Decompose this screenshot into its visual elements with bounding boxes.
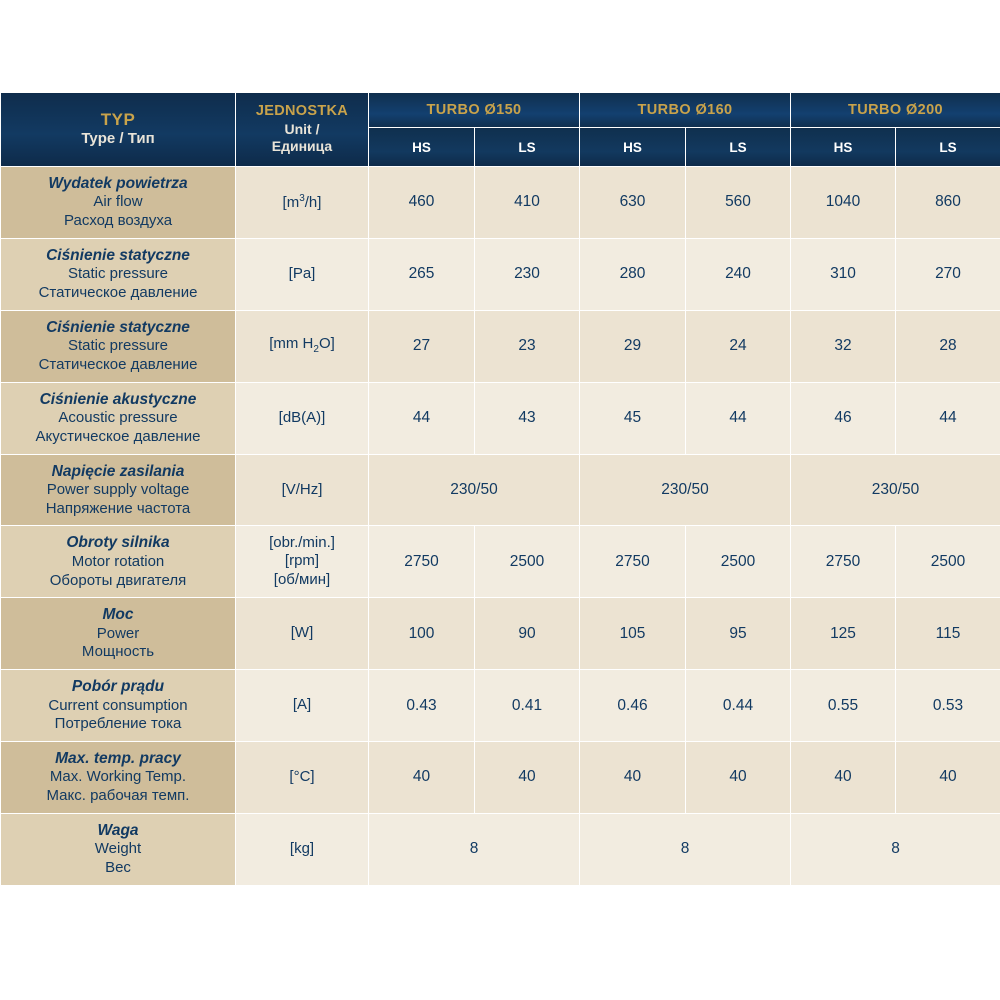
row-unit bbox=[236, 310, 369, 382]
header-unit-line3: Единица bbox=[271, 138, 333, 155]
row-value: 90 bbox=[475, 598, 580, 670]
table-header bbox=[1, 93, 1000, 167]
row-value: 2750 bbox=[791, 526, 896, 598]
row-unit-line: [rpm] bbox=[284, 552, 320, 570]
row-value: 310 bbox=[791, 238, 896, 310]
row-label-pl: Ciśnienie akustyczne bbox=[39, 390, 197, 408]
row-label-en: Static pressure bbox=[67, 265, 169, 283]
header-variant-0-hs: HS bbox=[369, 128, 475, 167]
row-value: 45 bbox=[580, 382, 686, 454]
row-value: 630 bbox=[580, 167, 686, 239]
row-label-pl: Napięcie zasilania bbox=[51, 462, 185, 480]
row-unit-line: [об/мин] bbox=[273, 571, 331, 589]
row-label-pl: Obroty silnika bbox=[66, 534, 170, 552]
row-value: 2750 bbox=[580, 526, 686, 598]
row-label-pl: Max. temp. pracy bbox=[55, 750, 181, 767]
table-row bbox=[1, 742, 1000, 814]
row-label-ru: Вес bbox=[105, 859, 131, 876]
row-label bbox=[1, 167, 236, 239]
row-value: 230/50 bbox=[580, 454, 791, 526]
row-value: 2500 bbox=[475, 526, 580, 598]
header-variant-2-hs: HS bbox=[791, 128, 896, 167]
row-unit-line: [Pa] bbox=[288, 264, 316, 282]
row-value: 8 bbox=[580, 813, 791, 885]
row-value: 280 bbox=[580, 238, 686, 310]
table-row bbox=[1, 454, 1000, 526]
row-value: 0.41 bbox=[475, 670, 580, 742]
row-value: 1040 bbox=[791, 167, 896, 239]
header-variant-1-hs: HS bbox=[580, 128, 686, 167]
header-model-0: TURBO Ø150 bbox=[369, 93, 580, 128]
row-label-ru: Потребление тока bbox=[54, 715, 182, 733]
table-row bbox=[1, 238, 1000, 310]
row-unit-line: [dB(A)] bbox=[278, 408, 326, 426]
row-label-pl: Waga bbox=[97, 821, 139, 839]
row-value: 23 bbox=[475, 310, 580, 382]
header-unit-line2: Unit / bbox=[284, 120, 320, 137]
row-value: 44 bbox=[896, 382, 1000, 454]
header-model-2: TURBO Ø200 bbox=[791, 93, 1000, 128]
row-value: 44 bbox=[369, 382, 475, 454]
row-label-en: Weight bbox=[94, 840, 142, 858]
row-unit bbox=[236, 238, 369, 310]
row-label-en: Static pressure bbox=[67, 337, 169, 355]
row-label-ru: Статическое давление bbox=[38, 284, 198, 301]
table-row bbox=[1, 598, 1000, 670]
row-value: 125 bbox=[791, 598, 896, 670]
row-value: 28 bbox=[896, 310, 1000, 382]
row-unit-line: [°C] bbox=[289, 768, 315, 786]
row-unit bbox=[236, 670, 369, 742]
table-row bbox=[1, 167, 1000, 239]
header-variant-2-ls: LS bbox=[896, 128, 1000, 167]
table-body bbox=[1, 167, 1000, 886]
row-label bbox=[1, 238, 236, 310]
row-unit bbox=[236, 454, 369, 526]
row-label-en: Power bbox=[96, 624, 140, 642]
table-row bbox=[1, 813, 1000, 885]
header-type-title: TYP bbox=[100, 110, 136, 130]
row-label bbox=[1, 598, 236, 670]
row-value: 100 bbox=[369, 598, 475, 670]
row-value: 32 bbox=[791, 310, 896, 382]
row-value: 0.53 bbox=[896, 670, 1000, 742]
header-row-models bbox=[1, 93, 1000, 128]
row-label-en: Acoustic pressure bbox=[58, 409, 178, 426]
header-type-cell bbox=[1, 93, 236, 167]
row-value: 115 bbox=[896, 598, 1000, 670]
row-value: 2500 bbox=[896, 526, 1000, 598]
row-value: 265 bbox=[369, 238, 475, 310]
row-label-en: Current consumption bbox=[48, 696, 188, 714]
row-value: 860 bbox=[896, 167, 1000, 239]
row-label bbox=[1, 526, 236, 598]
row-value: 2750 bbox=[369, 526, 475, 598]
row-value: 40 bbox=[791, 742, 896, 814]
header-type-subtitle: Type / Тип bbox=[81, 129, 155, 147]
row-value: 0.46 bbox=[580, 670, 686, 742]
row-unit-line: [obr./min.] bbox=[269, 533, 335, 551]
row-label-ru: Акустическое давление bbox=[35, 427, 201, 445]
row-unit bbox=[236, 167, 369, 239]
row-unit bbox=[236, 526, 369, 598]
row-unit-line: $[m^3/h]$ bbox=[282, 192, 322, 211]
row-label bbox=[1, 742, 236, 814]
row-value: 0.44 bbox=[686, 670, 791, 742]
row-label-ru: Макс. рабочая темп. bbox=[46, 787, 190, 805]
row-label-ru: Обороты двигателя bbox=[49, 571, 187, 589]
row-value: 240 bbox=[686, 238, 791, 310]
row-value: 410 bbox=[475, 167, 580, 239]
row-value: 460 bbox=[369, 167, 475, 239]
row-value: 230/50 bbox=[791, 454, 1000, 526]
row-label bbox=[1, 382, 236, 454]
row-label bbox=[1, 670, 236, 742]
table-row bbox=[1, 670, 1000, 742]
row-value: 0.55 bbox=[791, 670, 896, 742]
row-label-pl: Pobór prądu bbox=[71, 678, 165, 696]
row-unit-line: [W] bbox=[290, 624, 314, 642]
row-unit-line: [mm $H_2O$] bbox=[269, 335, 335, 356]
row-value: 8 bbox=[791, 813, 1000, 885]
row-value: 8 bbox=[369, 813, 580, 885]
table-row bbox=[1, 382, 1000, 454]
row-unit bbox=[236, 382, 369, 454]
row-label-pl: Moc bbox=[102, 606, 134, 624]
header-unit-title: JEDNOSTKA bbox=[255, 103, 349, 120]
row-label bbox=[1, 454, 236, 526]
row-value: 105 bbox=[580, 598, 686, 670]
row-value: 270 bbox=[896, 238, 1000, 310]
header-variant-1-ls: LS bbox=[686, 128, 791, 167]
row-value: 24 bbox=[686, 310, 791, 382]
row-value: 40 bbox=[896, 742, 1000, 814]
row-value: 95 bbox=[686, 598, 791, 670]
row-value: 44 bbox=[686, 382, 791, 454]
row-value: 40 bbox=[475, 742, 580, 814]
row-unit-line: [V/Hz] bbox=[281, 480, 323, 498]
row-value: 2500 bbox=[686, 526, 791, 598]
row-value: 0.43 bbox=[369, 670, 475, 742]
row-value: 230/50 bbox=[369, 454, 580, 526]
row-label-pl: Wydatek powietrza bbox=[48, 175, 188, 192]
row-label-ru: Расход воздуха bbox=[63, 212, 173, 230]
row-label-ru: Статическое давление bbox=[38, 355, 198, 373]
row-unit bbox=[236, 813, 369, 885]
row-label-en: Air flow bbox=[93, 193, 143, 211]
row-value: 40 bbox=[580, 742, 686, 814]
row-label-pl: Ciśnienie statyczne bbox=[46, 246, 190, 264]
row-value: 40 bbox=[369, 742, 475, 814]
header-variant-0-ls: LS bbox=[475, 128, 580, 167]
row-label-en: Power supply voltage bbox=[46, 480, 190, 498]
header-unit-cell bbox=[236, 93, 369, 167]
table-row bbox=[1, 526, 1000, 598]
header-model-1: TURBO Ø160 bbox=[580, 93, 791, 128]
row-unit-line: [kg] bbox=[289, 839, 315, 857]
row-unit bbox=[236, 742, 369, 814]
specification-table bbox=[0, 92, 1000, 886]
row-value: 29 bbox=[580, 310, 686, 382]
row-label-pl: Ciśnienie statyczne bbox=[46, 318, 190, 336]
row-label-en: Max. Working Temp. bbox=[49, 768, 187, 786]
row-value: 40 bbox=[686, 742, 791, 814]
row-label bbox=[1, 310, 236, 382]
row-unit-line: [A] bbox=[292, 696, 312, 714]
row-label-en: Motor rotation bbox=[71, 552, 165, 570]
row-value: 560 bbox=[686, 167, 791, 239]
row-label-ru: Мощность bbox=[81, 643, 155, 661]
row-value: 46 bbox=[791, 382, 896, 454]
row-value: 43 bbox=[475, 382, 580, 454]
table-row bbox=[1, 310, 1000, 382]
row-value: 230 bbox=[475, 238, 580, 310]
row-unit bbox=[236, 598, 369, 670]
row-value: 27 bbox=[369, 310, 475, 382]
row-label bbox=[1, 813, 236, 885]
row-label-ru: Напряжение частота bbox=[45, 499, 191, 517]
